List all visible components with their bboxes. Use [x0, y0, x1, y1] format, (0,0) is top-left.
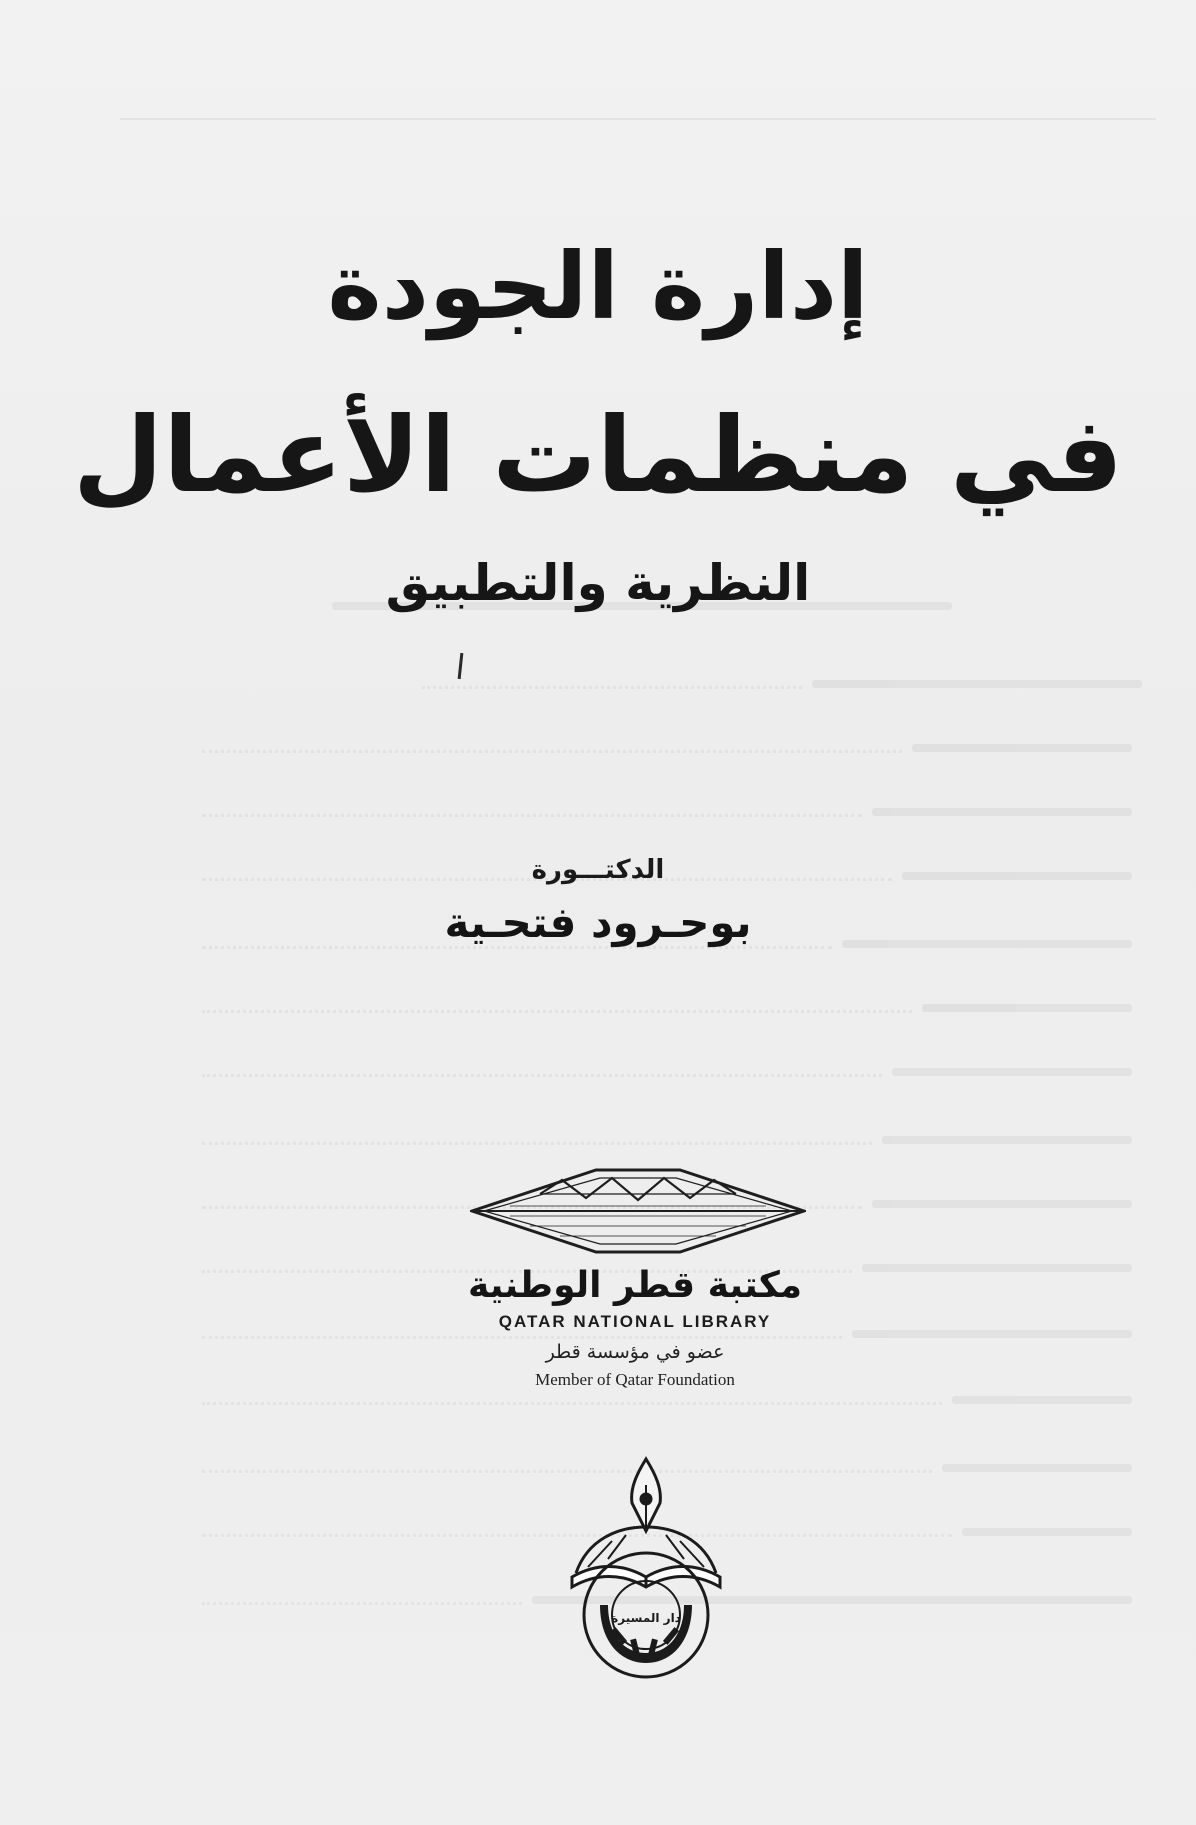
page-crease: [120, 118, 1156, 120]
qatar-national-library-emblem-icon: [470, 1168, 806, 1254]
library-name-arabic: مكتبة قطر الوطنية: [467, 1265, 803, 1306]
author-name: بوحـرود فتحـية: [444, 898, 752, 947]
publisher-pen-book-logo-icon: [566, 1455, 726, 1680]
library-member-arabic: عضو في مؤسسة قطر: [545, 1341, 725, 1363]
author-title: الدكتـــورة: [531, 855, 665, 885]
book-title-line-1: إدارة الجودة: [327, 233, 869, 340]
publisher-logo-text: دار المسيرة: [611, 1611, 681, 1625]
book-title-line-2: في منظمات الأعمال: [72, 394, 1124, 516]
library-member-english: Member of Qatar Foundation: [535, 1370, 735, 1389]
library-name-english: QATAR NATIONAL LIBRARY: [498, 1312, 772, 1331]
book-subtitle: النظرية والتطبيق: [385, 554, 811, 612]
